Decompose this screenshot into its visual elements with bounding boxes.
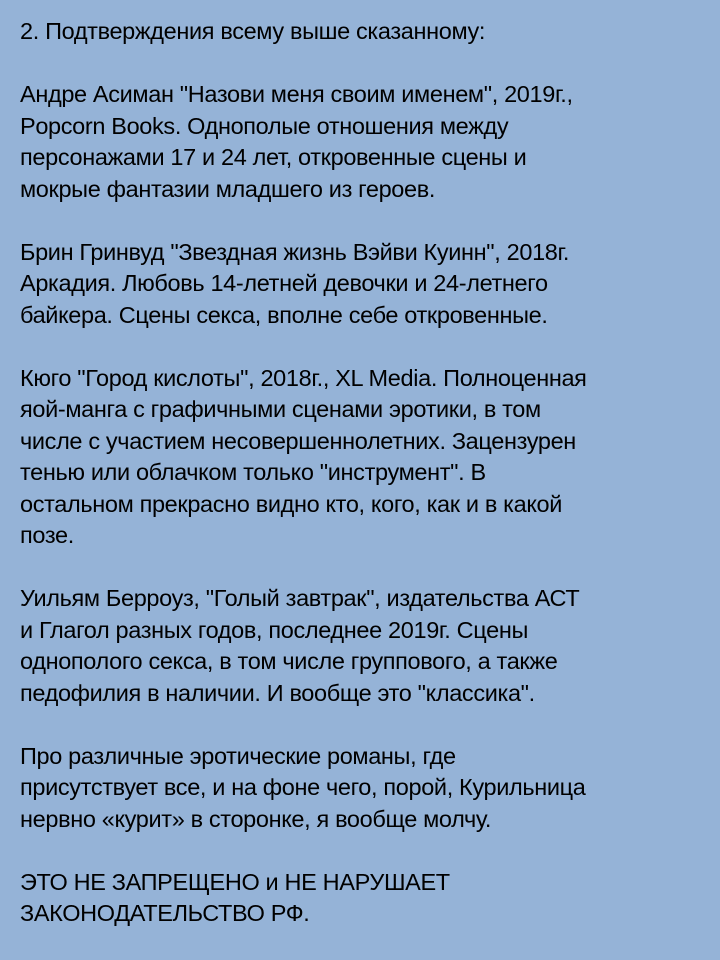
paragraph-burroughs (20, 583, 700, 709)
spacer (20, 48, 700, 80)
text-line: ЭТО НЕ ЗАПРЕЩЕНО и НЕ НАРУШАЕТ (20, 868, 450, 895)
page-heading: 2. Подтверждения всему выше сказанному: (20, 18, 486, 44)
text-line: однополого секса, в том числе группового, а также (20, 648, 558, 674)
text-line: персонажами 17 и 24 лет, откровенные сцены и (20, 144, 527, 170)
text-line: позе. (20, 522, 74, 548)
spacer (20, 552, 700, 584)
text-line: яой-манга с графичными сценами эротики, в том (20, 396, 541, 422)
paragraph-asiman (20, 79, 700, 205)
text-line: числе с участием несовершеннолетних. Зацензурен (20, 427, 576, 454)
spacer (20, 709, 700, 741)
spacer (20, 331, 700, 363)
text-line: педофилия в наличии. И вообще это "классика". (20, 679, 535, 706)
text-line: Про различные эротические романы, где (20, 742, 456, 769)
text-line: Аркадия. Любовь 14-летней девочки и 24-летнего (20, 270, 548, 296)
text-line: присутствует все, и на фоне чего, порой, Курильница (20, 774, 586, 800)
text-line: Брин Гринвуд "Звездная жизнь Вэйви Куинн", 2018г. (20, 238, 570, 265)
spacer (20, 205, 700, 237)
text-line: Кюго "Город кислоты", 2018г., XL Media. Полноценная (20, 364, 587, 391)
paragraph-greenwood (20, 237, 700, 332)
text-line: нервно «курит» в сторонке, я вообще молчу. (20, 805, 492, 832)
text-line: мокрые фантазии младшего из героев. (20, 175, 436, 202)
text-line: Андре Асиман "Назови меня своим именем", 2019г., (20, 81, 573, 107)
text-line: Уильям Берроуз, "Голый завтрак", издательства АСТ (20, 585, 580, 611)
text-line: остальном прекрасно видно кто, кого, как и в какой (20, 490, 563, 517)
text-line: тенью или облачком только "инструмент". В (20, 459, 486, 485)
text-line: Popcorn Books. Однополые отношения между (20, 112, 509, 139)
paragraph-conclusion (20, 867, 700, 930)
spacer (20, 835, 700, 867)
text-line: ЗАКОНОДАТЕЛЬСТВО РФ. (20, 900, 310, 926)
text-line: байкера. Сцены секса, вполне себе откровенные. (20, 301, 548, 328)
text-line: и Глагол разных годов, последнее 2019г. Сцены (20, 616, 528, 643)
paragraph-kyugo (20, 363, 700, 552)
paragraph-erotic-novels (20, 741, 700, 836)
